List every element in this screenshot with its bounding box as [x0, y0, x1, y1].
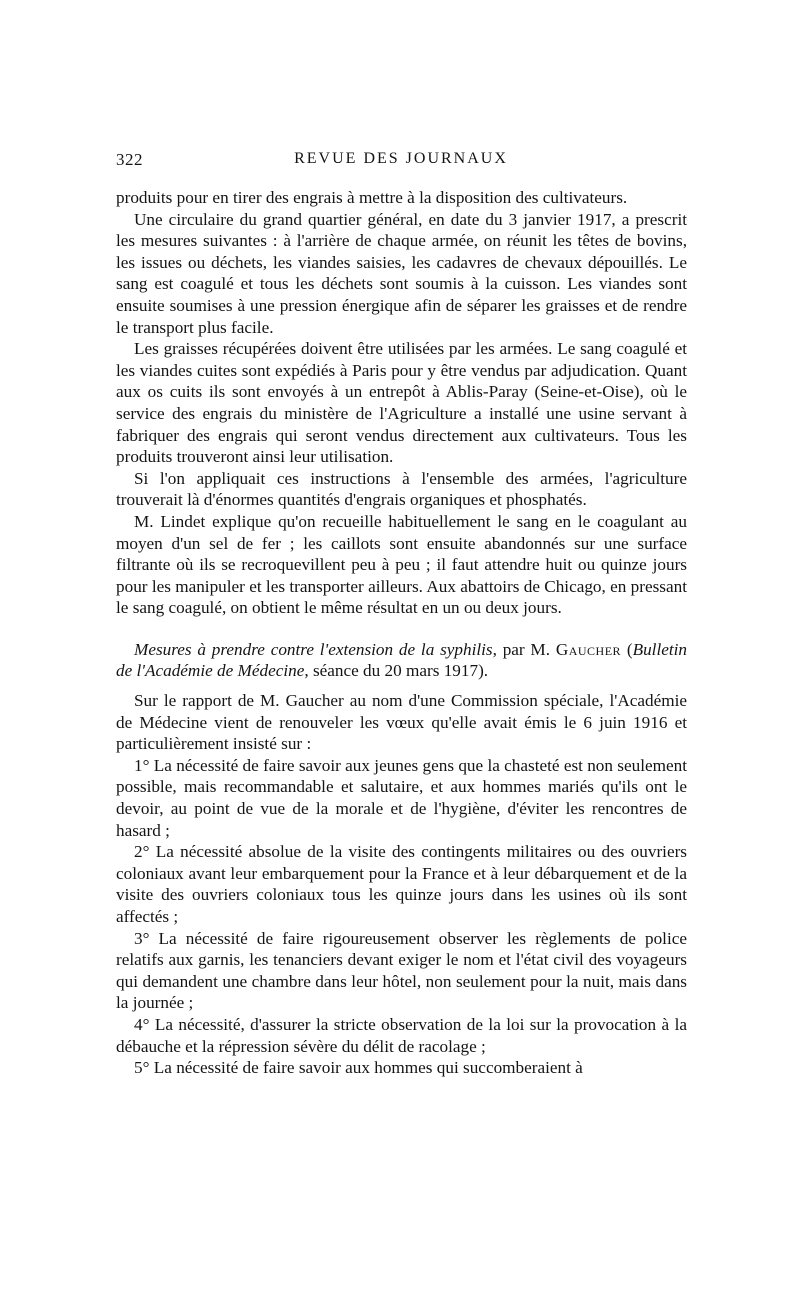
list-item: 4° La nécessité, d'assurer la stricte observation de la loi sur la provocation à la débauche et la répression sévère du délit de racolage ; — [116, 1014, 687, 1056]
paragraph: Une circulaire du grand quartier général, en date du 3 janvier 1917, a prescrit les mesures suivantes : à l'arrière de chaque armée, on réunit les têtes de bovins, les issues ou déchets, les viandes saisies, les cadavres de chevaux dépouillés. Le sang est coagulé et tous les déchets sont soumis à la cuisson. Les viandes sont ensuite soumises à une pression énergique afin de séparer les graisses et de rendre le transport plus facile. — [116, 209, 687, 337]
list-item: 1° La nécessité de faire savoir aux jeunes gens que la chasteté est non seulement possible, mais recommandable et salutaire, et aux hommes mariés qu'ils ont le devoir, au point de vue de la morale et de l'hygiène, d'éviter les rencontres de hasard ; — [116, 755, 687, 840]
article-by: , par M. — [492, 639, 556, 659]
paragraph: M. Lindet explique qu'on recueille habituellement le sang en le coagulant au moyen d'un sel de fer ; les caillots sont ensuite abandonnés sur une surface filtrante où ils se recroquevillent peu à peu ; il faut attendre huit ou quinze jours pour les manipuler et les transporter ailleurs. Aux abattoirs de Chicago, en pressant le sang coagulé, on obtient le même résultat en un ou deux jours. — [116, 511, 687, 618]
source-open: ( — [626, 639, 633, 659]
paragraph: produits pour en tirer des engrais à mettre à la disposition des cultivateurs. — [116, 188, 628, 207]
article-author: Gaucher — [555, 639, 622, 659]
article-title: Mesures à prendre contre l'extension de la syphilis — [134, 639, 493, 659]
paragraph: Si l'on appliquait ces instructions à l'ensemble des armées, l'agriculture trouverait là d'énormes quantités d'engrais organiques et phosphatés. — [116, 468, 687, 510]
running-head: REVUE DES JOURNAUX — [294, 150, 508, 167]
list-item: 2° La nécessité absolue de la visite des contingents militaires ou des ouvriers coloniaux avant leur embarquement pour la France et à leur débarquement et de la visite des ouvriers coloniaux tous les quinze jours dans les usines où ils sont affectés ; — [116, 842, 687, 926]
article-source: Bulletin de l'Académie de Médecine — [116, 639, 688, 681]
article-source-date: , séance du 20 mars 1917). — [304, 661, 489, 681]
page-number: 322 — [116, 150, 143, 169]
list-item: 5° La nécessité de faire savoir aux hommes qui succomberaient à — [134, 1058, 583, 1078]
list-item: 3° La nécessité de faire rigoureusement observer les règlements de police relatifs aux garnis, les tenanciers devant exiger le nom et l'état civil des voyageurs qui demandent une chambre dans leur hôtel, non seulement pour la nuit, mais dans la journée ; — [116, 928, 687, 1013]
paragraph: Les graisses récupérées doivent être utilisées par les armées. Le sang coagulé et les viandes cuites sont expédiés à Paris pour y être vendus par adjudication. Quant aux os cuits ils sont envoyés à un entrepôt à Ablis-Paray (Seine-et-Oise), où le service des engrais du ministère de l'Agriculture a installé une usine servant à fabriquer des engrais qui seront vendus directement aux cultivateurs. Tous les produits trouveront ainsi leur utilisation. — [116, 339, 687, 467]
paragraph: Sur le rapport de M. Gaucher au nom d'une Commission spéciale, l'Académie de Médecine vient de renouveler les vœux qu'elle avait émis le 6 juin 1916 et particulièrement insisté sur : — [116, 691, 687, 754]
article-heading — [116, 639, 687, 682]
body-text — [116, 187, 687, 1079]
page-header — [116, 150, 686, 174]
